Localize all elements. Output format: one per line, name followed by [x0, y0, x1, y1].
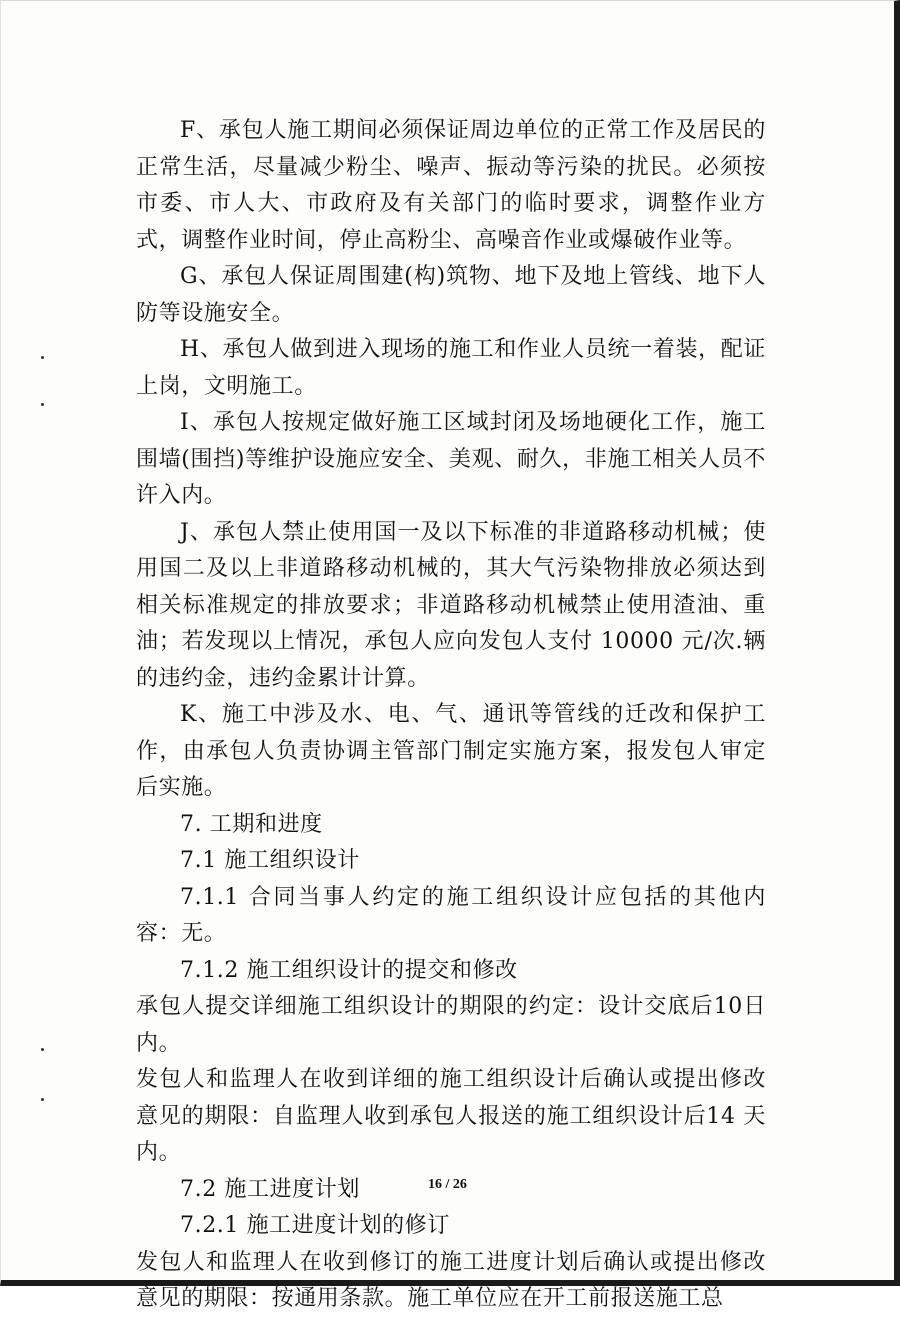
clause-f: F、承包人施工期间必须保证周边单位的正常工作及居民的正常生活，尽量减少粉尘、噪声、振动等污染的扰民。必须按市委、市人大、市政府及有关部门的临时要求，调整作业方式，调整作业时间，停止高粉尘、高噪音作业或爆破作业等。 — [136, 118, 766, 253]
section-heading-7-1-2: 7.1.2 施工组织设计的提交和修改 — [180, 957, 518, 983]
scan-speck — [41, 1098, 44, 1101]
clause-7-1-1: 7.1.1 合同当事人约定的施工组织设计应包括的其他内容：无。 — [136, 884, 766, 946]
clause-review-deadline: 发包人和监理人在收到详细的施工组织设计后确认或提出修改意见的期限：自监理人收到承包人报送的施工组织设计后14 天内。 — [136, 1067, 766, 1165]
clause-k: K、施工中涉及水、电、气、通讯等管线的迁改和保护工作，由承包人负责协调主管部门制定实施方案，报发包人审定后实施。 — [136, 702, 766, 800]
section-heading-7-2: 7.2 施工进度计划 — [180, 1176, 360, 1202]
scan-speck — [41, 403, 44, 406]
clause-h: H、承包人做到进入现场的施工和作业人员统一着装，配证上岗，文明施工。 — [136, 337, 766, 399]
scan-speck — [41, 356, 44, 359]
scan-speck — [41, 1048, 44, 1051]
clause-revision-deadline: 发包人和监理人在收到修订的施工进度计划后确认或提出修改意见的期限：按通用条款。施工单位应在开工前报送施工总 — [136, 1249, 766, 1311]
clause-j: J、承包人禁止使用国一及以下标准的非道路移动机械；使用国二及以上非道路移动机械的，其大气污染物排放必须达到相关标准规定的排放要求；非道路移动机械禁止使用渣油、重油；若发现以上情况，承包人应向发包人支付 10000 元/次.辆的违约金，违约金累计计算。 — [136, 519, 766, 691]
page-number: 16 / 26 — [428, 1177, 467, 1192]
section-heading-7-2-1: 7.2.1 施工进度计划的修订 — [180, 1213, 450, 1238]
clause-i: I、承包人按规定做好施工区域封闭及场地硬化工作，施工围墙(围挡)等维护设施应安全、美观、耐久，非施工相关人员不许入内。 — [136, 410, 766, 508]
section-heading-7-1: 7.1 施工组织设计 — [180, 848, 360, 873]
document-body — [136, 113, 766, 1318]
section-heading-7: 7. 工期和进度 — [180, 811, 323, 837]
clause-submission-deadline: 承包人提交详细施工组织设计的期限的约定：设计交底后10日内。 — [136, 994, 766, 1056]
clause-g: G、承包人保证周围建(构)筑物、地下及地上管线、地下人防等设施安全。 — [136, 264, 766, 326]
